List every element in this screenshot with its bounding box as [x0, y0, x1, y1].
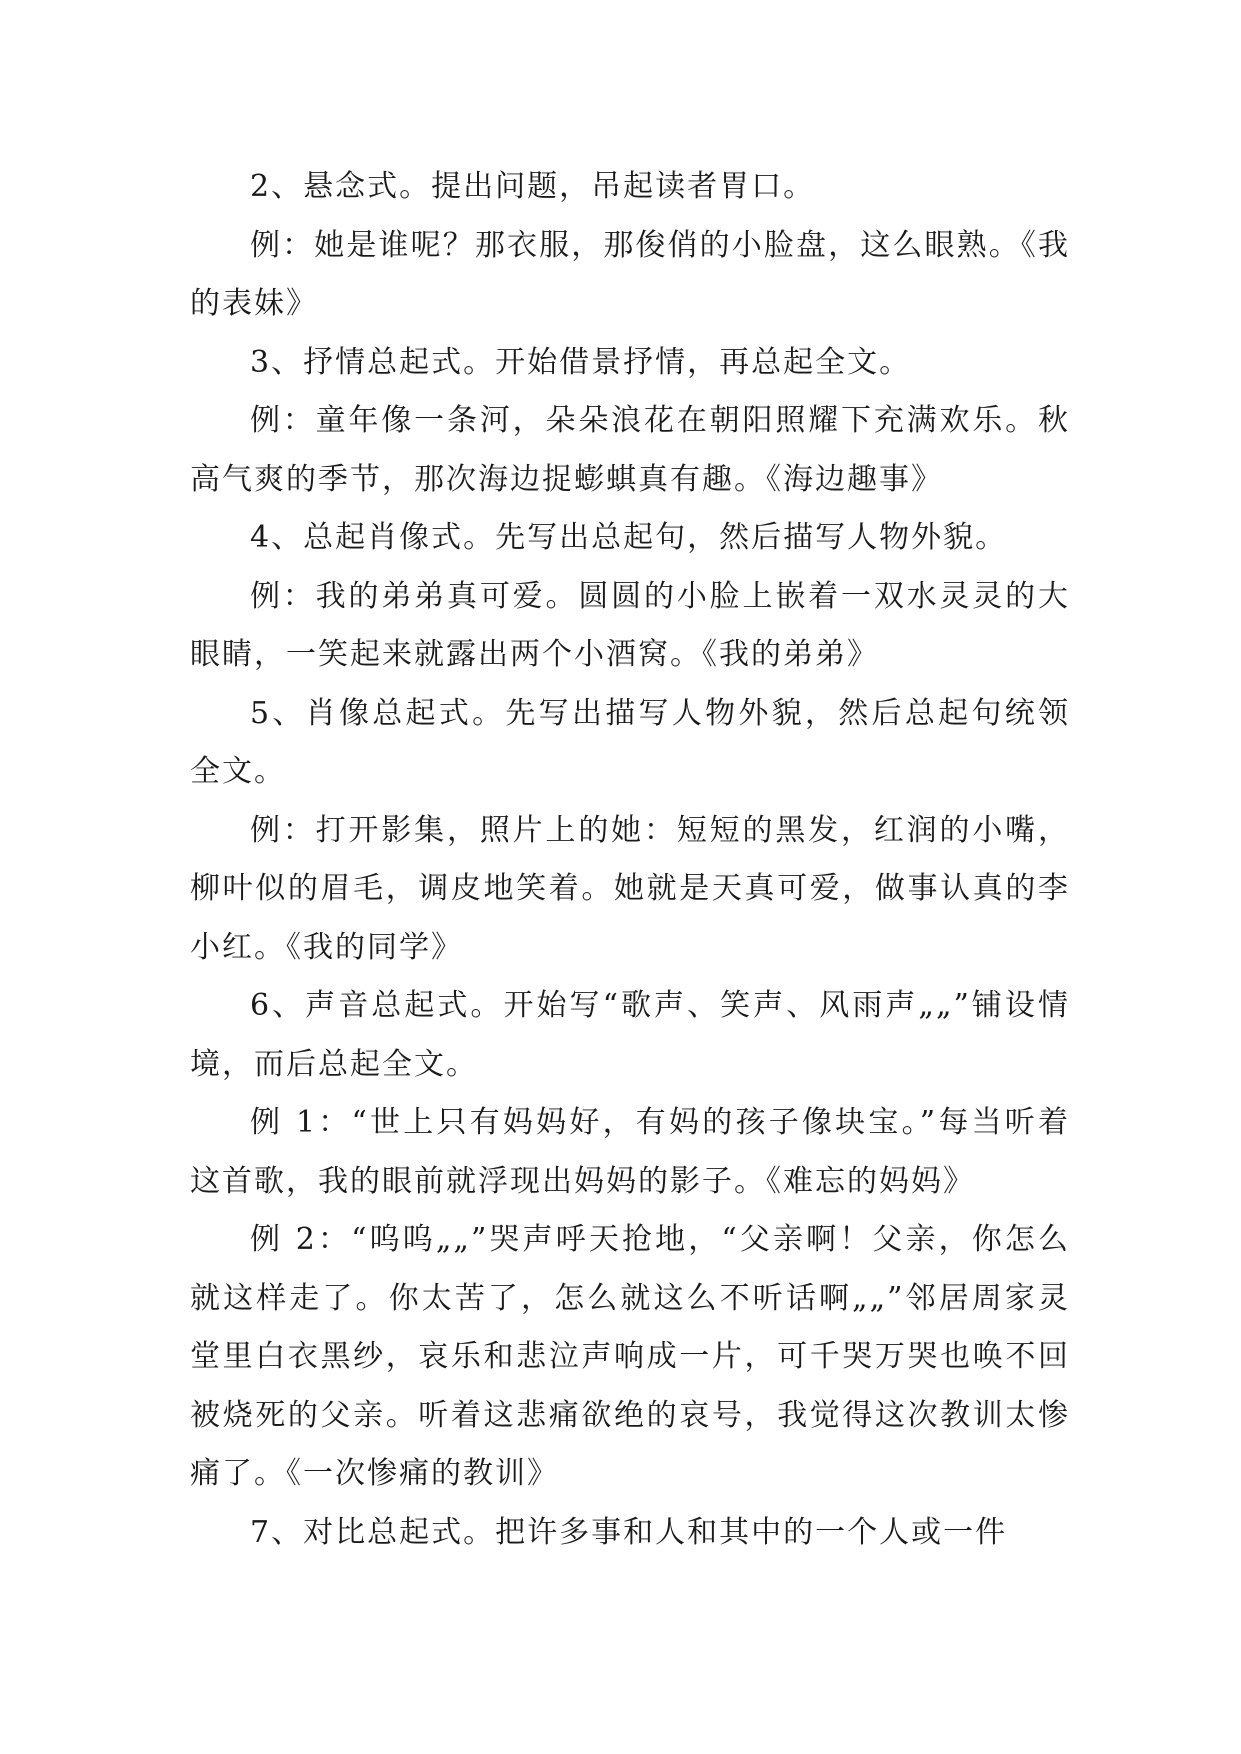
paragraph-suspense-heading: 2、悬念式。提出问题，吊起读者胃口。	[250, 169, 816, 204]
document-body	[190, 158, 1070, 1562]
paragraph-suspense-example: 例：她是谁呢？那衣服，那俊俏的小脸盘，这么眼熟。《我的表妹》	[190, 227, 1070, 321]
paragraph-sound-heading: 6、声音总起式。开始写“歌声、笑声、风雨声„„”铺设情境，而后总起全文。	[190, 988, 1070, 1082]
paragraph-sound-example-2: 例 2：“呜呜„„”哭声呼天抢地，“父亲啊！父亲，你怎么就这样走了。你太苦了，怎么就这么不听话啊„„”邻居周家灵堂里白衣黑纱，哀乐和悲泣声响成一片，可千哭万哭也唤不回被烧死的父亲。听着这悲痛欲绝的哀号，我觉得这次教训太惨痛了。《一次惨痛的教训》	[190, 1222, 1070, 1491]
paragraph-sound-example-1: 例 1：“世上只有妈妈好，有妈的孩子像块宝。”每当听着这首歌，我的眼前就浮现出妈妈的影子。《难忘的妈妈》	[190, 1105, 1070, 1199]
paragraph-portrait-first-example: 例：我的弟弟真可爱。圆圆的小脸上嵌着一双水灵灵的大眼睛，一笑起来就露出两个小酒窝。《我的弟弟》	[190, 578, 1070, 672]
paragraph-contrast-heading: 7、对比总起式。把许多事和人和其中的一个人或一件	[250, 1514, 1008, 1550]
paragraph-portrait-first-heading: 4、总起肖像式。先写出总起句，然后描写人物外貌。	[250, 520, 1008, 555]
paragraph-lyrical-heading: 3、抒情总起式。开始借景抒情，再总起全文。	[250, 344, 912, 380]
paragraph-lyrical-example: 例：童年像一条河，朵朵浪花在朝阳照耀下充满欢乐。秋高气爽的季节，那次海边捉蟛蜞真有趣。《海边趣事》	[190, 403, 1070, 497]
paragraph-portrait-summary-heading: 5、肖像总起式。先写出描写人物外貌，然后总起句统领全文。	[190, 695, 1070, 789]
paragraph-portrait-summary-example: 例：打开影集，照片上的她：短短的黑发，红润的小嘴，柳叶似的眉毛，调皮地笑着。她就是天真可爱，做事认真的李小红。《我的同学》	[190, 812, 1070, 965]
